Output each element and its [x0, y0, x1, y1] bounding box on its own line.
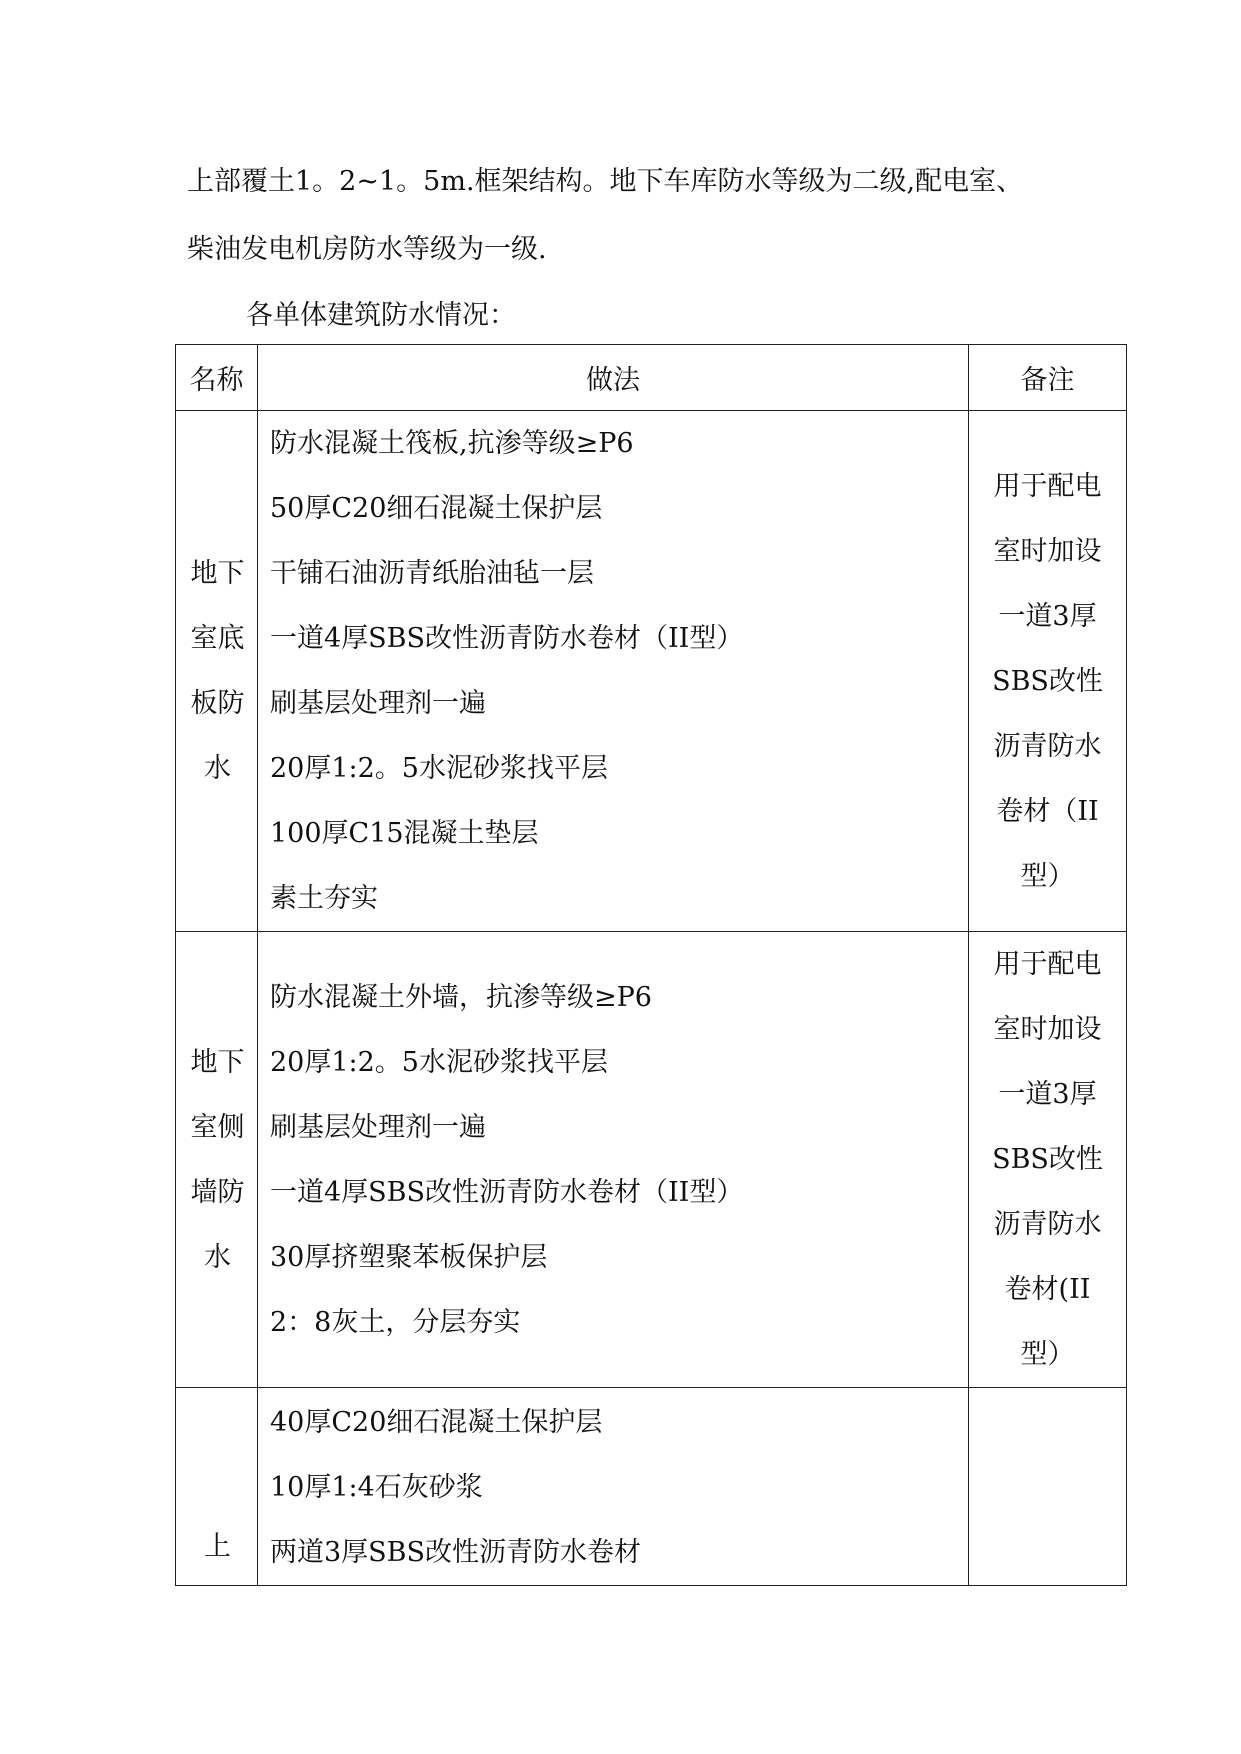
note-line: 沥青防水 [993, 1209, 1102, 1240]
header-name: 名称 [176, 345, 258, 411]
header-method: 做法 [258, 345, 969, 411]
method-line: 2：8灰土，分层夯实 [270, 1306, 521, 1338]
method-line: 10厚1:4石灰砂浆 [270, 1472, 483, 1503]
row-note-cell [969, 411, 1127, 932]
method-line: 刷基层处理剂一遍 [270, 1111, 486, 1143]
method-line: 素土夯实 [270, 883, 378, 914]
note-line: 一道3厚 [998, 600, 1097, 632]
note-line: 卷材(II [1004, 1274, 1091, 1305]
row-note-cell-empty [969, 1388, 1127, 1586]
method-line: 一道4厚SBS改性沥青防水卷材（II型） [270, 1176, 744, 1208]
table-caption: 各单体建筑防水情况： [246, 300, 516, 331]
note-line: 卷材（II [996, 795, 1099, 827]
header-note: 备注 [969, 345, 1127, 411]
row-name-line: 地下 [190, 558, 245, 589]
note-line: 室时加设 [993, 1014, 1102, 1045]
row-method-cell [258, 1388, 969, 1586]
method-line: 干铺石油沥青纸胎油毡一层 [270, 558, 594, 589]
method-line: 20厚1:2。5水泥砂浆找平层 [270, 753, 608, 784]
row-name-line: 板防 [190, 688, 245, 719]
row-method-cell [258, 932, 969, 1388]
row-name-line: 室侧 [190, 1111, 245, 1143]
intro-paragraph-line-1: 上部覆土1。2~1。5m.框架结构。地下车库防水等级为二级,配电室、 [187, 166, 1024, 197]
row-name-line: 墙防 [190, 1176, 245, 1208]
note-line: 一道3厚 [998, 1079, 1097, 1110]
note-line: 室时加设 [993, 535, 1102, 567]
method-line: 50厚C20细石混凝土保护层 [270, 493, 603, 524]
row-name-cell [176, 1388, 258, 1586]
method-line: 30厚挤塑聚苯板保护层 [270, 1241, 548, 1273]
row-name-line: 地下 [190, 1046, 245, 1078]
method-line: 两道3厚SBS改性沥青防水卷材 [270, 1537, 642, 1568]
row-name-cell [176, 932, 258, 1388]
method-line: 防水混凝土筏板,抗渗等级≥P6 [270, 428, 634, 459]
table-row [176, 411, 1127, 932]
note-line: 用于配电 [993, 949, 1102, 980]
method-line: 40厚C20细石混凝土保护层 [270, 1407, 603, 1438]
waterproofing-table [175, 344, 1127, 1586]
row-name-line: 水 [204, 753, 231, 784]
note-line: 沥青防水 [993, 730, 1102, 762]
note-line: 用于配电 [993, 470, 1102, 502]
intro-paragraph-line-2: 柴油发电机房防水等级为一级. [187, 234, 547, 265]
row-note-cell [969, 932, 1127, 1388]
row-name-cell [176, 411, 258, 932]
method-line: 刷基层处理剂一遍 [270, 688, 486, 719]
method-line: 20厚1:2。5水泥砂浆找平层 [270, 1046, 608, 1078]
note-line: 型） [1020, 1339, 1075, 1370]
table-header-row [176, 345, 1127, 411]
method-line: 100厚C15混凝土垫层 [270, 818, 539, 849]
note-line: SBS改性 [992, 665, 1103, 697]
note-line: SBS改性 [992, 1144, 1103, 1175]
method-line: 防水混凝土外墙，抗渗等级≥P6 [270, 981, 652, 1013]
table-row [176, 932, 1127, 1388]
method-line: 一道4厚SBS改性沥青防水卷材（II型） [270, 623, 744, 654]
table-row [176, 1388, 1127, 1586]
row-name-line: 上 [204, 1531, 231, 1562]
row-method-cell [258, 411, 969, 932]
note-line: 型） [1020, 860, 1075, 892]
row-name-line: 水 [204, 1241, 231, 1273]
row-name-line: 室底 [190, 623, 245, 654]
